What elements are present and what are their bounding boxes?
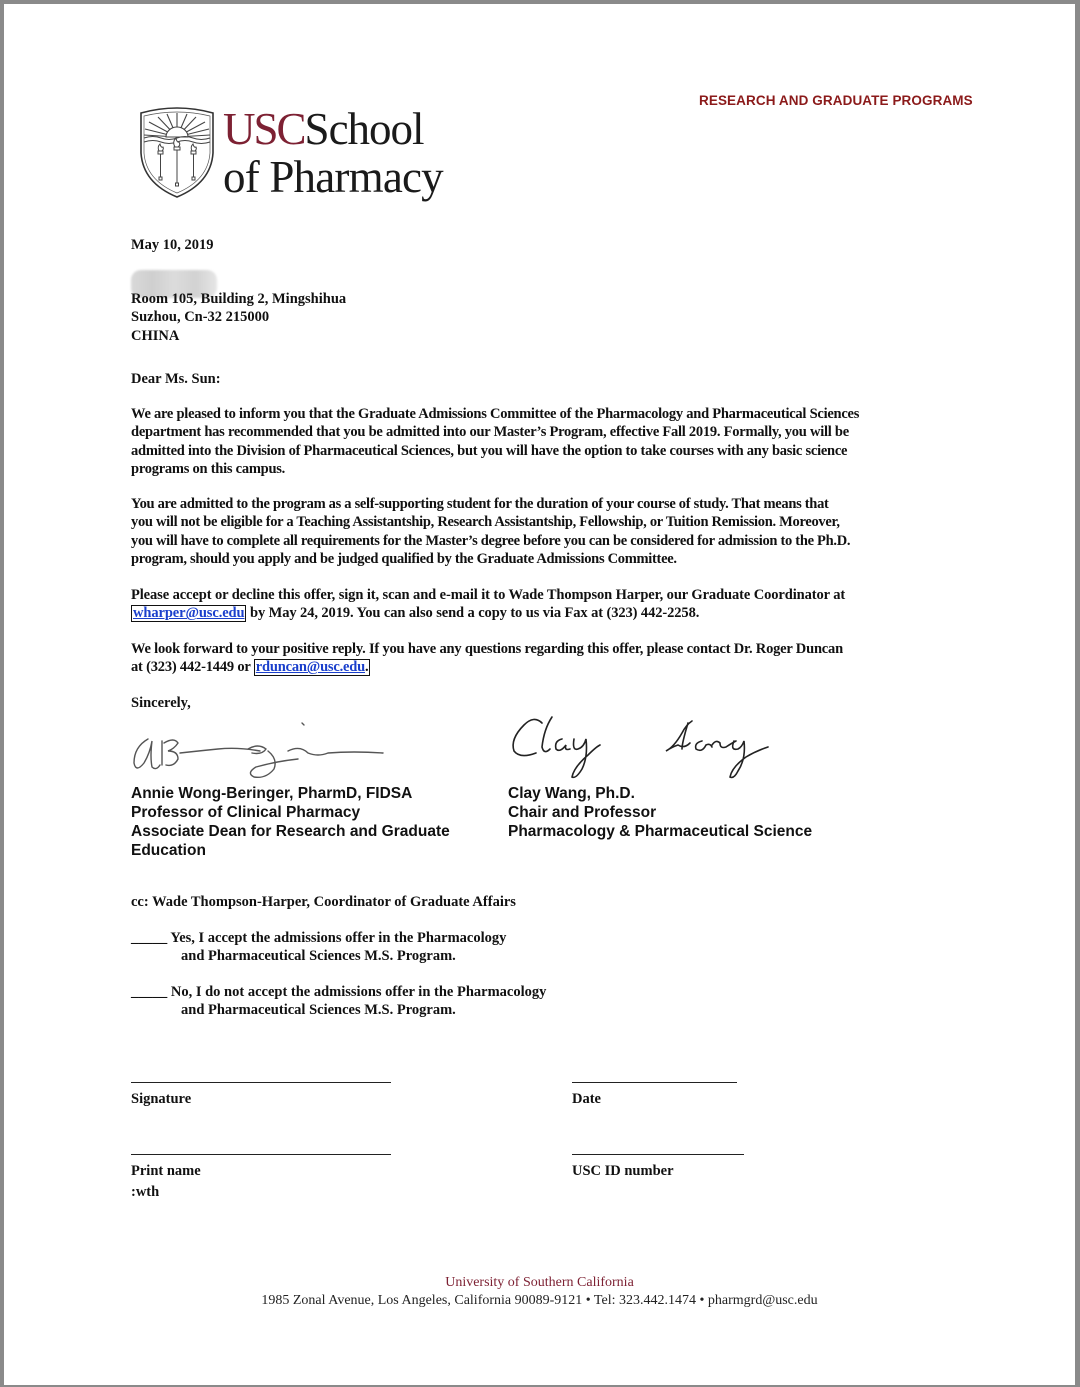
punctuation: . <box>365 659 369 676</box>
rduncan-email-link[interactable]: rduncan@usc.edu <box>255 659 365 676</box>
paragraph-line: Please accept or decline this offer, sign it, scan and e-mail it to Wade Thompson Harper, our Graduate Coordinator at <box>131 587 846 603</box>
paragraph-line: admitted into the Division of Pharmaceutical Sciences, but you will have the option to take courses with any basic science <box>131 442 848 459</box>
paragraph-self-supporting <box>131 495 953 568</box>
wharper-email-link[interactable]: wharper@usc.edu <box>133 605 245 622</box>
paragraph-accept-instructions <box>131 586 953 623</box>
paragraph-line: you will not be eligible for a Teaching Assistantship, Research Assistantship, Fellowship, or Tuition Remission. Moreover, <box>131 514 840 531</box>
accept-option-text: Yes, I accept the admissions offer in the Pharmacology <box>167 930 507 946</box>
usc-shield-crest-icon <box>137 105 217 200</box>
logo-wordmark <box>223 105 443 201</box>
paragraph-line: We look forward to your positive reply. If you have any questions regarding this offer, please contact Dr. Roger Duncan <box>131 641 843 657</box>
paragraph-line: We are pleased to inform you that the Graduate Admissions Committee of the Pharmacology and Pharmaceutical Sciences <box>131 406 860 422</box>
handwritten-signature-icon <box>506 707 776 787</box>
print-name-field[interactable] <box>131 1142 391 1180</box>
signatory-title: Chair and Professor <box>508 804 657 821</box>
address-line: CHINA <box>131 327 180 344</box>
wordmark-usc: USC <box>223 104 305 154</box>
decline-option <box>131 983 546 1020</box>
wordmark-of-pharmacy: of Pharmacy <box>223 152 443 202</box>
rduncan-email-link-box[interactable] <box>254 659 371 676</box>
cc-line: cc: Wade Thompson-Harper, Coordinator of Graduate Affairs <box>131 894 516 910</box>
paragraph-contact <box>131 640 953 677</box>
signature-line[interactable] <box>131 1081 391 1083</box>
paragraph-line: programs on this campus. <box>131 460 286 477</box>
date-field[interactable] <box>572 1070 737 1108</box>
signature-field[interactable] <box>131 1070 391 1108</box>
letter-date: May 10, 2019 <box>131 237 214 253</box>
usc-pharmacy-logo <box>137 105 467 205</box>
paragraph-line: by May 24, 2019. You can also send a copy to us via Fax at (323) 442-2258. <box>246 605 700 622</box>
address-line: Room 105, Building 2, Mingshihua <box>131 291 347 307</box>
usc-id-label: USC ID number <box>572 1163 674 1179</box>
recipient-address <box>131 290 346 345</box>
accept-option-text: and Pharmaceutical Sciences M.S. Program. <box>181 948 456 965</box>
paragraph-line: at (323) 442-1449 or <box>131 659 254 676</box>
footer-university: University of Southern California <box>445 1275 634 1290</box>
signatory-title: Education <box>131 842 206 859</box>
signatory-title: Professor of Clinical Pharmacy <box>131 804 361 821</box>
print-name-label: Print name <box>131 1163 201 1179</box>
signatory-name: Clay Wang, Ph.D. <box>508 785 635 802</box>
date-label: Date <box>572 1091 601 1107</box>
paragraph-line: You are admitted to the program as a self-supporting student for the duration of your course of study. That means that <box>131 496 829 512</box>
typist-initials: :wth <box>131 1184 160 1200</box>
address-line: Suzhou, Cn-32 215000 <box>131 309 270 326</box>
paragraph-line: program, should you apply and be judged qualified by the Graduate Admissions Committee. <box>131 550 677 567</box>
footer-address: 1985 Zonal Avenue, Los Angeles, California 90089-9121 • Tel: 323.442.1474 • pharmgrd@usc.edu <box>261 1293 818 1308</box>
accept-option <box>131 929 506 966</box>
decline-checkbox-blank[interactable]: _____ <box>131 984 168 1000</box>
accept-checkbox-blank[interactable]: _____ <box>131 930 168 946</box>
wordmark-school: School <box>304 104 424 154</box>
print-name-line[interactable] <box>131 1153 391 1155</box>
usc-id-line[interactable] <box>572 1153 744 1155</box>
usc-id-field[interactable] <box>572 1142 744 1180</box>
signatory-title: Associate Dean for Research and Graduate <box>131 823 450 840</box>
signatory-name: Annie Wong-Beringer, PharmD, FIDSA <box>131 785 413 802</box>
paragraph-line: you will have to complete all requirements for the Master’s degree before you can be considered for admission to the Ph.D. <box>131 532 851 549</box>
handwritten-signature-icon <box>128 719 388 783</box>
decline-option-text: and Pharmaceutical Sciences M.S. Program. <box>181 1002 456 1019</box>
letter-page <box>4 4 1075 1385</box>
wharper-email-link-box[interactable] <box>131 605 246 622</box>
paragraph-line: department has recommended that you be admitted into our Master’s Program, effective Fall 2019. Formally, you will be <box>131 424 849 441</box>
signatory-wang <box>508 784 812 841</box>
department-header: RESEARCH AND GRADUATE PROGRAMS <box>699 93 973 108</box>
signatory-title: Pharmacology & Pharmaceutical Science <box>508 823 813 840</box>
closing: Sincerely, <box>131 695 191 711</box>
signatory-wong-beringer <box>131 784 450 860</box>
decline-option-text: No, I do not accept the admissions offer in the Pharmacology <box>167 984 547 1000</box>
date-line[interactable] <box>572 1081 737 1083</box>
salutation: Dear Ms. Sun: <box>131 371 221 387</box>
signature-label: Signature <box>131 1091 192 1107</box>
paragraph-admission <box>131 405 953 478</box>
